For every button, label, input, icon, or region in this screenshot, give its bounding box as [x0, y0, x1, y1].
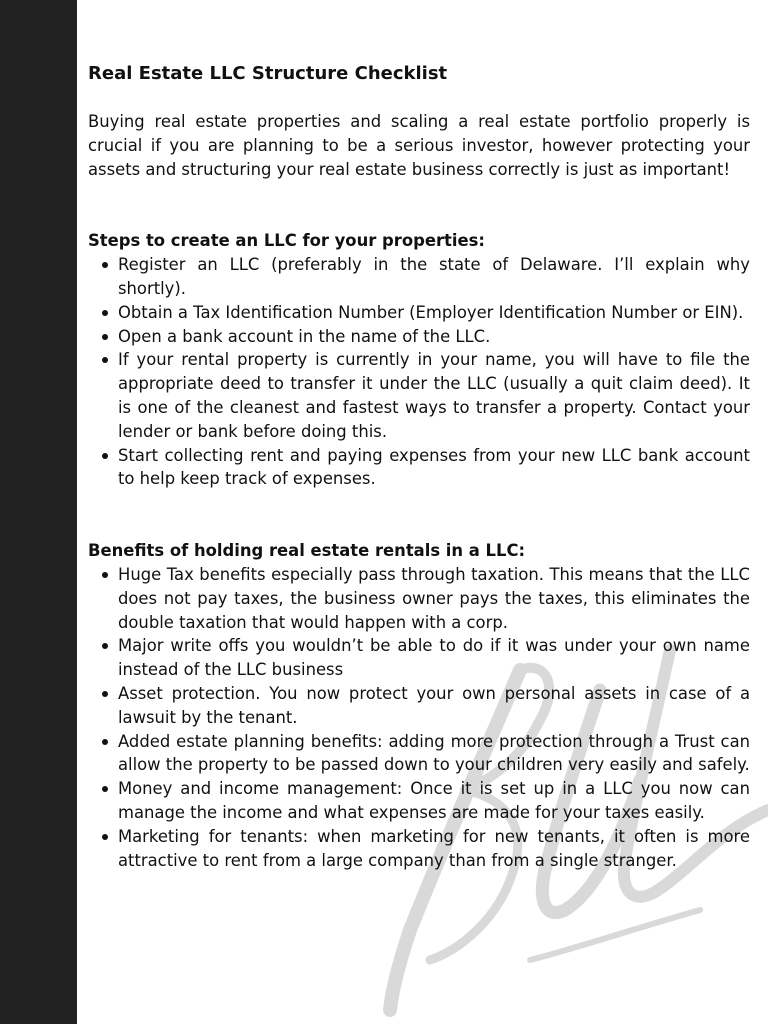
list-item: Asset protection. You now protect your own personal assets in case of a lawsuit by the tenant.	[118, 682, 750, 730]
list-item: Marketing for tenants: when marketing for new tenants, it often is more attractive to rent from a large company than from a single stranger.	[118, 825, 750, 873]
bullet-icon	[102, 453, 108, 459]
bullet-icon	[102, 334, 108, 340]
bullet-icon	[102, 310, 108, 316]
bullet-icon	[102, 357, 108, 363]
document-title: Real Estate LLC Structure Checklist	[88, 63, 448, 84]
list-item: Register an LLC (preferably in the state of Delaware. I’ll explain why shortly).	[118, 253, 750, 301]
bullet-icon	[102, 643, 108, 649]
left-sidebar-bar	[0, 0, 77, 1024]
bullet-icon	[102, 262, 108, 268]
benefits-list	[88, 563, 750, 872]
list-item: Money and income management: Once it is set up in a LLC you now can manage the income and what expenses are made for your taxes easily.	[118, 777, 750, 825]
document-content	[88, 60, 750, 872]
intro-paragraph: Buying real estate properties and scaling a real estate portfolio properly is crucial if you are planning to be a serious investor, however protecting your assets and structuring your real estate business correctly is just as important!	[88, 112, 750, 179]
list-item: Obtain a Tax Identification Number (Employer Identification Number or EIN).	[118, 301, 750, 325]
benefits-heading: Benefits of holding real estate rentals in a LLC:	[88, 541, 526, 561]
bullet-icon	[102, 572, 108, 578]
steps-heading: Steps to create an LLC for your properties:	[88, 231, 485, 251]
steps-list	[88, 253, 750, 491]
list-item: Open a bank account in the name of the LLC.	[118, 325, 750, 349]
list-item: Start collecting rent and paying expenses from your new LLC bank account to help keep track of expenses.	[118, 444, 750, 492]
list-item: Huge Tax benefits especially pass through taxation. This means that the LLC does not pay taxes, the business owner pays the taxes, this eliminates the double taxation that would happen with a corp.	[118, 563, 750, 634]
list-item: Added estate planning benefits: adding more protection through a Trust can allow the property to be passed down to your children very easily and safely.	[118, 730, 750, 778]
list-item: Major write offs you wouldn’t be able to do if it was under your own name instead of the LLC business	[118, 634, 750, 682]
bullet-icon	[102, 691, 108, 697]
bullet-icon	[102, 834, 108, 840]
bullet-icon	[102, 786, 108, 792]
bullet-icon	[102, 739, 108, 745]
list-item: If your rental property is currently in your name, you will have to file the appropriate deed to transfer it under the LLC (usually a quit claim deed). It is one of the cleanest and fastest ways to transfer a property. Contact your lender or bank before doing this.	[118, 348, 750, 443]
